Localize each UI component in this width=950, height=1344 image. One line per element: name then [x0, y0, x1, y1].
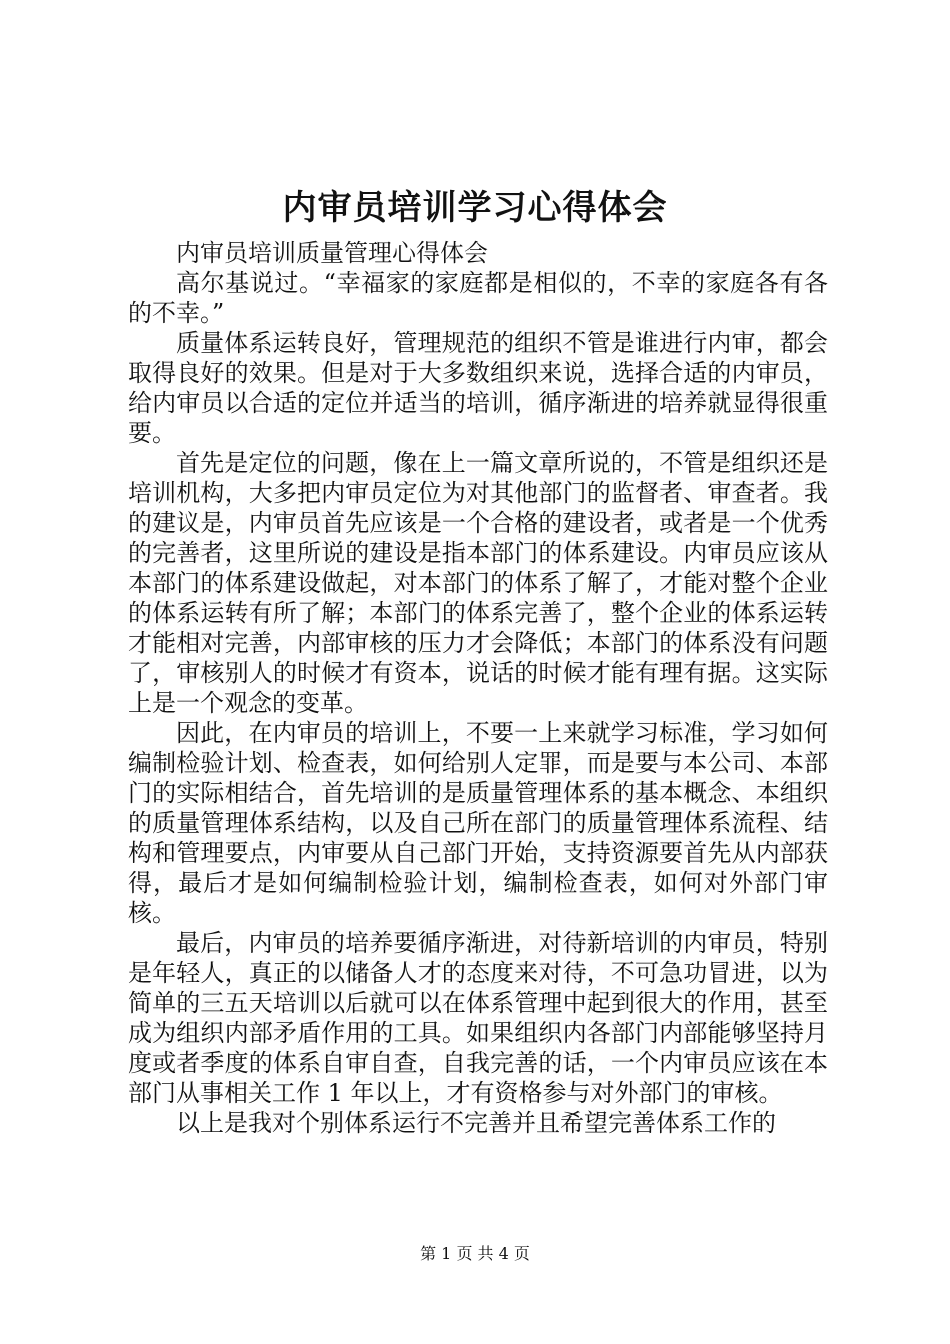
- paragraph-positioning: 首先是定位的问题，像在上一篇文章所说的，不管是组织还是培训机构，大多把内审员定位为对其他部门的监督者、审查者。我的建议是，内审员首先应该是一个合格的建设者，或者是一个优秀的完善者，这里所说的建设是指本部门的体系建设。内审员应该从本部门的体系建设做起，对本部门的体系了解了，才能对整个企业的体系运转有所了解；本部门的体系完善了，整个企业的体系运转才能相对完善，内部审核的压力才会降低；本部门的体系没有问题了，审核别人的时候才有资本，说话的时候才能有理有据。这实际上是一个观念的变革。: [128, 449, 828, 717]
- paragraph-closing: 以上是我对个别体系运行不完善并且希望完善体系工作的: [176, 1109, 776, 1137]
- paragraph-quote: 高尔基说过。“幸福家的家庭都是相似的，不幸的家庭各有各的不幸。”: [128, 269, 828, 327]
- document-body: [128, 238, 828, 1138]
- paragraph-subtitle: 内审员培训质量管理心得体会: [176, 239, 488, 267]
- page-number-footer: 第 1 页 共 4 页: [420, 1244, 530, 1263]
- paragraph-intro: 质量体系运转良好，管理规范的组织不管是谁进行内审，都会取得良好的效果。但是对于大多数组织来说，选择合适的内审员，给内审员以合适的定位并适当的培训，循序渐进的培养就显得很重要。: [128, 329, 828, 447]
- document-title: 内审员培训学习心得体会: [282, 188, 668, 228]
- paragraph-training: 因此，在内审员的培训上，不要一上来就学习标准，学习如何编制检验计划、检查表，如何给别人定罪，而是要与本公司、本部门的实际相结合，首先培训的是质量管理体系的基本概念、本组织的质量管理体系结构，以及自己所在部门的质量管理体系流程、结构和管理要点，内审要从自己部门开始，支持资源要首先从内部获得，最后才是如何编制检验计划，编制检查表，如何对外部门审核。: [128, 719, 828, 927]
- paragraph-cultivation: 最后，内审员的培养要循序渐进，对待新培训的内审员，特别是年轻人，真正的以储备人才的态度来对待，不可急功冒进，以为简单的三五天培训以后就可以在体系管理中起到很大的作用，甚至成为组织内部矛盾作用的工具。如果组织内各部门内部能够坚持月度或者季度的体系自审自查，自我完善的话，一个内审员应该在本部门从事相关工作 1 年以上，才有资格参与对外部门的审核。: [128, 929, 828, 1107]
